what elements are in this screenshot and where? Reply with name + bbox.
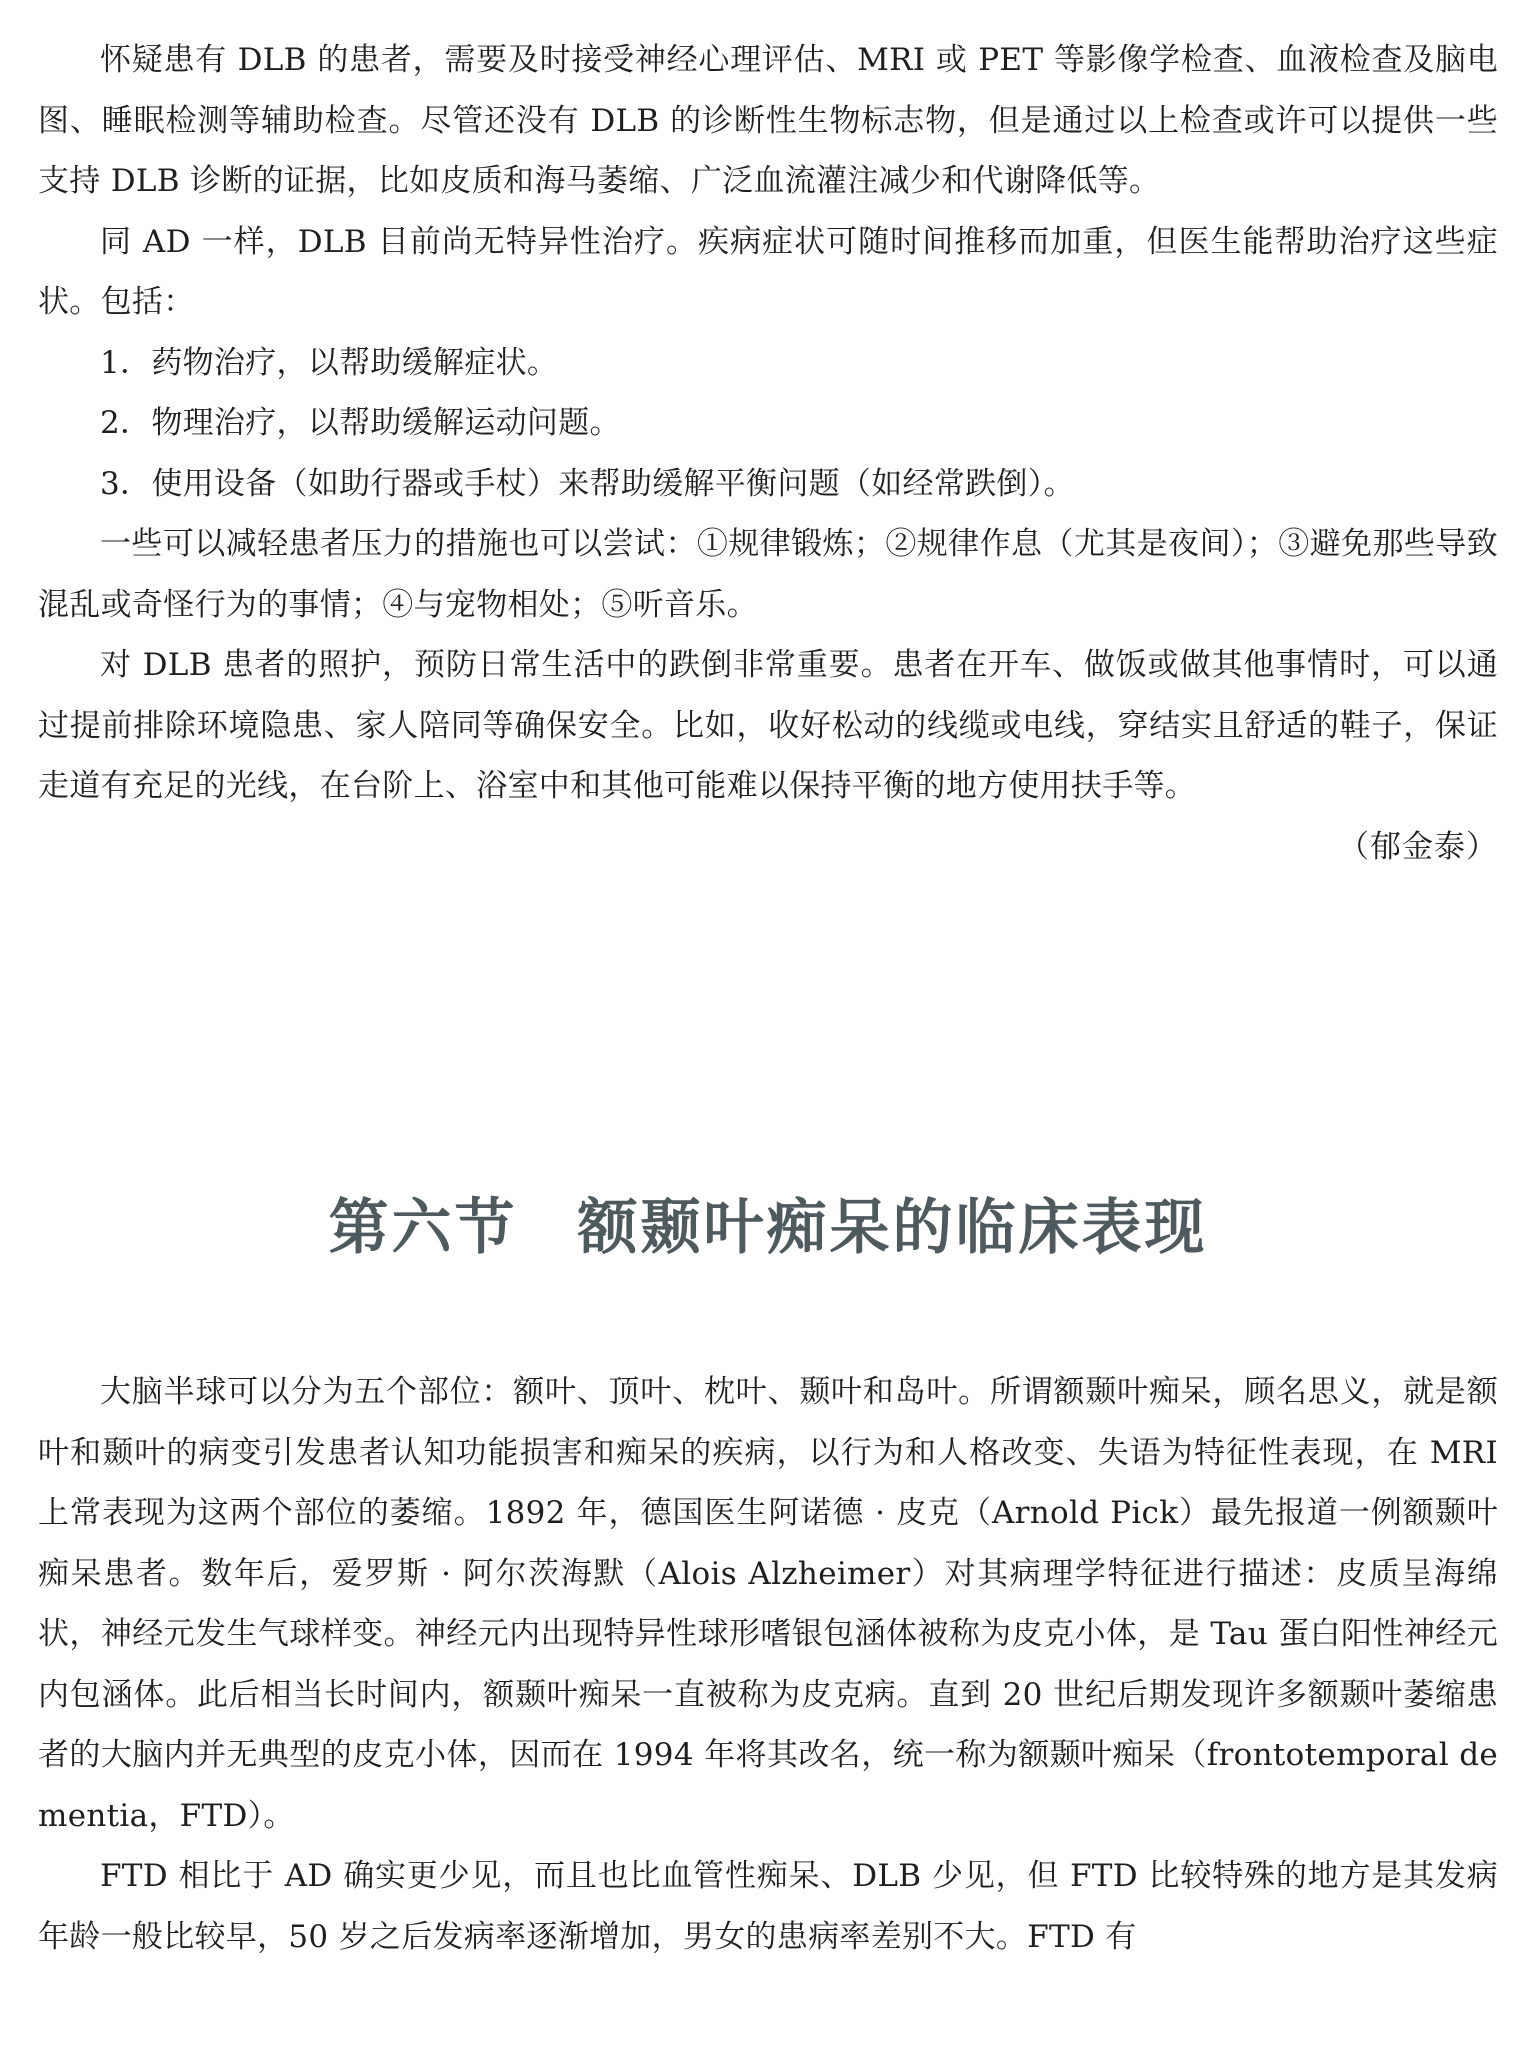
paragraph-stress-measures: 一些可以减轻患者压力的措施也可以尝试：①规律锻炼；②规律作息（尤其是夜间）；③避免那些导致混乱或奇怪行为的事情；④与宠物相处；⑤听音乐。 — [38, 526, 1498, 623]
list-item-medication: 1．药物治疗，以帮助缓解症状。 — [100, 344, 559, 381]
author-attribution: （郁金泰） — [1338, 828, 1498, 865]
list-item-physiotherapy: 2．物理治疗，以帮助缓解运动问题。 — [100, 405, 621, 441]
paragraph-ftd-intro: 大脑半球可以分为五个部位：额叶、顶叶、枕叶、颞叶和岛叶。所谓额颞叶痴呆，顾名思义，就是额叶和颞叶的病变引发患者认知功能损害和痴呆的疾病，以行为和人格改变、失语为特征性表现，在 MRI 上常表现为这两个部位的萎缩。1892 年，德国医生阿诺德 · 皮克（Arnold Pick）最先报道一例额颞叶痴呆患者。数年后，爱罗斯 · 阿尔茨海默（Alois Alzheimer）对其病理学特征进行描述：皮质呈海绵状，神经元发生气球样变。神经元内出现特异性球形嗜银包涵体被称为皮克小体，是 Tau 蛋白阳性神经元内包涵体。此后相当长时间内，额颞叶痴呆一直被称为皮克病。直到 20 世纪后期发现许多额颞叶萎缩患者的大脑内并无典型的皮克小体，因而在 1994 年将其改名，统一称为额颞叶痴呆（frontotemporal dementia，FTD）。 — [38, 1374, 1498, 1834]
section-heading — [0, 1188, 1536, 1268]
bottom-text-block — [38, 1362, 1498, 1967]
paragraph-dlb-treatment: 同 AD 一样，DLB 目前尚无特异性治疗。疾病症状可随时间推移而加重，但医生能帮助治疗这些症状。包括： — [38, 223, 1498, 320]
paragraph-fall-prevention: 对 DLB 患者的照护，预防日常生活中的跌倒非常重要。患者在开车、做饭或做其他事情时，可以通过提前排除环境隐患、家人陪同等确保安全。比如，收好松动的线缆或电线，穿结实且舒适的鞋子，保证走道有充足的光线，在台阶上、浴室中和其他可能难以保持平衡的地方使用扶手等。 — [38, 647, 1498, 804]
paragraph-ftd-epidemiology: FTD 相比于 AD 确实更少见，而且也比血管性痴呆、DLB 少见，但 FTD 比较特殊的地方是其发病年龄一般比较早，50 岁之后发病率逐渐增加，男女的患病率差别不大。FTD 有 — [38, 1858, 1498, 1955]
section-number: 第六节 — [328, 1193, 518, 1263]
paragraph-dlb-diagnosis: 怀疑患有 DLB 的患者，需要及时接受神经心理评估、MRI 或 PET 等影像学检查、血液检查及脑电图、睡眠检测等辅助检查。尽管还没有 DLB 的诊断性生物标志物，但是通过以上检查或许可以提供一些支持 DLB 诊断的证据，比如皮质和海马萎缩、广泛血流灌注减少和代谢降低等。 — [38, 42, 1498, 199]
list-item-devices: 3．使用设备（如助行器或手杖）来帮助缓解平衡问题（如经常跌倒）。 — [100, 465, 1075, 502]
top-text-block — [38, 30, 1498, 877]
section-title-text: 额颞叶痴呆的临床表现 — [577, 1193, 1208, 1263]
